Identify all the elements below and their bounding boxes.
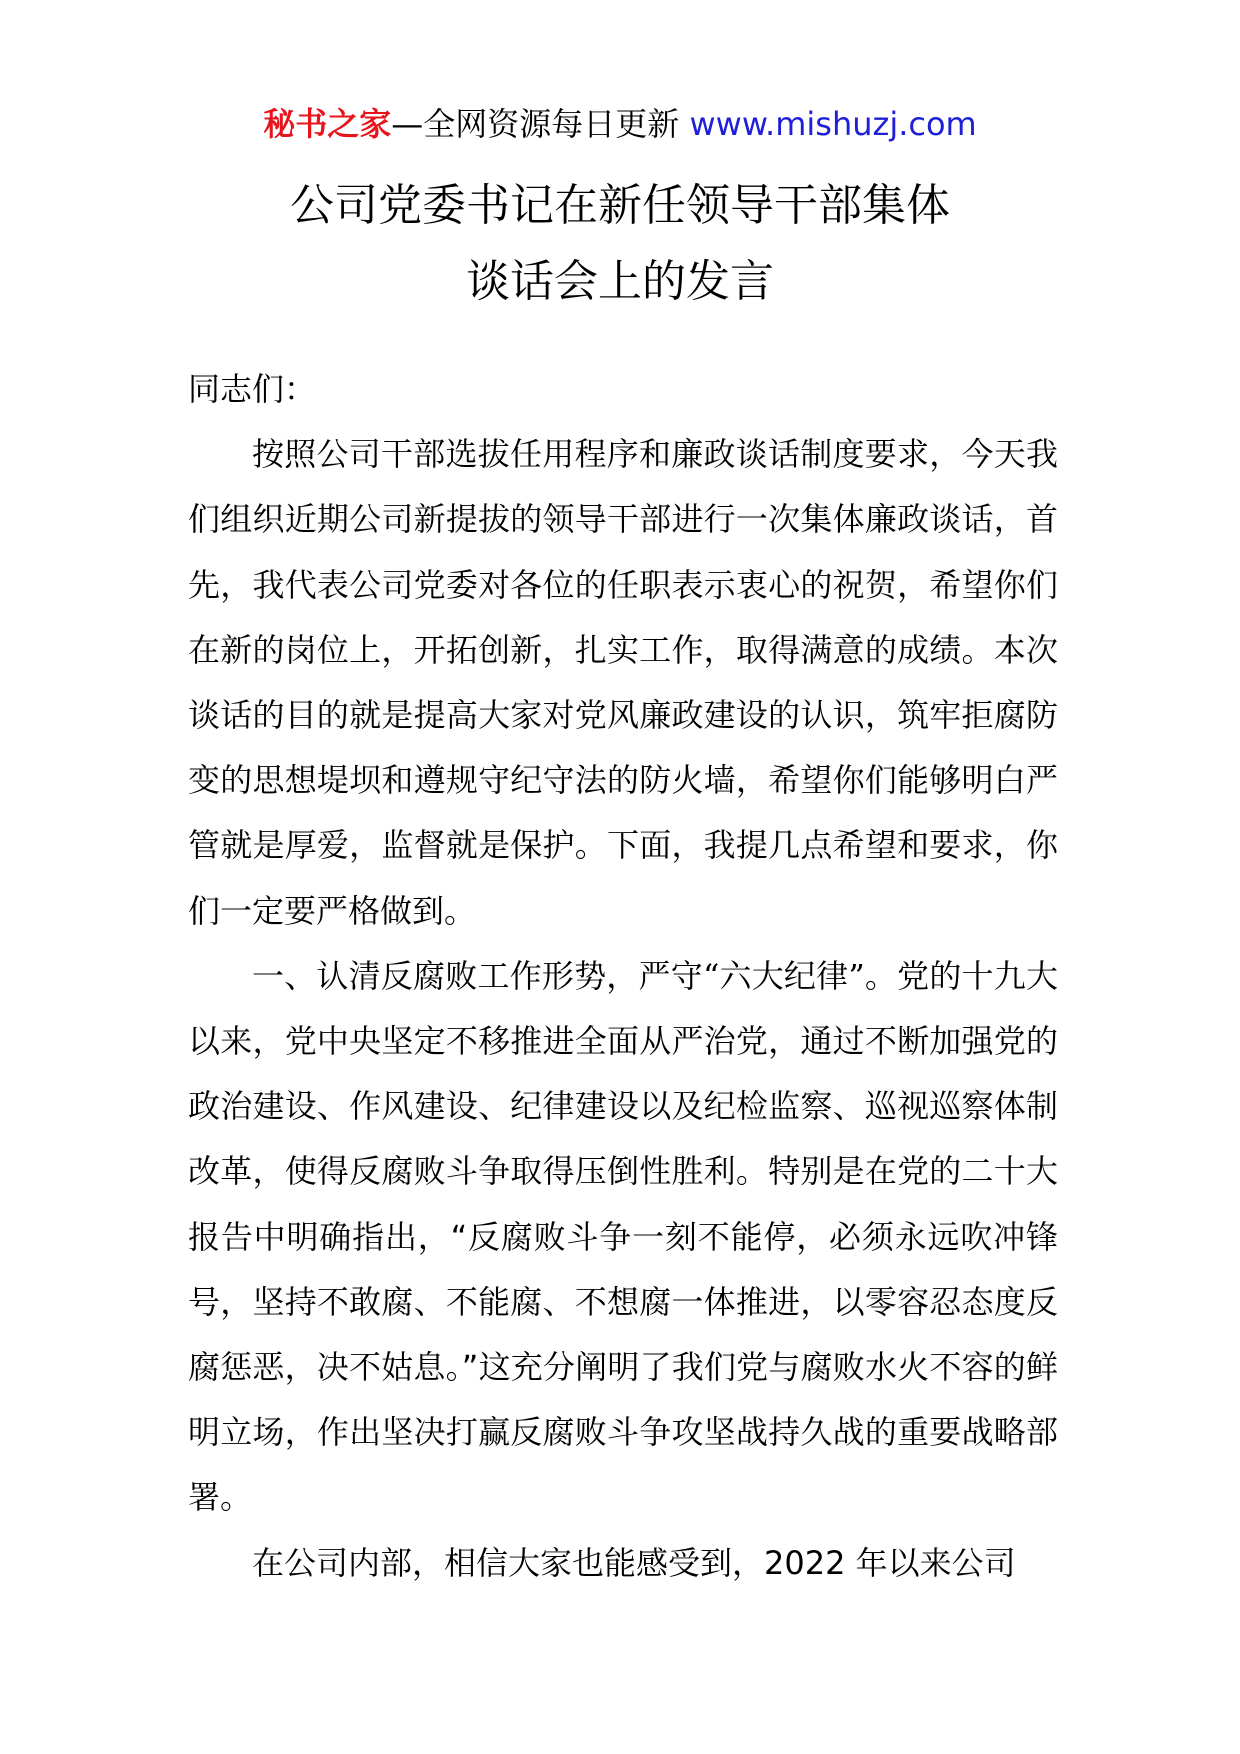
section-1-text: 党的十九大以来，党中央坚定不移推进全面从严治党，通过不断加强党的政治建设、作风建设、纪律建设以及纪检监察、巡视巡察体制改革，使得反腐败斗争取得压倒性胜利。特别是在党的二十大报告中明确指出，“反腐败斗争一刻不能停，必须永远吹冲锋号，坚持不敢腐、不能腐、不想腐一体推进，以零容忍态度反腐惩恶，决不姑息。”这充分阐明了我们党与腐败水火不容的鲜明立场，作出坚决打赢反腐败斗争攻坚战持久战的重要战略部署。: [188, 956, 1058, 1517]
site-url-link[interactable]: www.mishuzj.com: [689, 105, 977, 143]
site-tagline: —全网资源每日更新: [391, 105, 690, 143]
paragraph-intro: 按照公司干部选拔任用程序和廉政谈话制度要求，今天我们组织近期公司新提拔的领导干部进行一次集体廉政谈话，首先，我代表公司党委对各位的任职表示衷心的祝贺，希望你们在新的岗位上，开拓创新，扎实工作，取得满意的成绩。本次谈话的目的就是提高大家对党风廉政建设的认识，筑牢拒腐防变的思想堤坝和遵规守纪守法的防火墙，希望你们能够明白严管就是厚爱，监督就是保护。下面，我提几点希望和要求，你们一定要严格做到。: [188, 435, 1058, 930]
section-1-heading: 一、认清反腐败工作形势，严守“六大纪律”。: [252, 956, 898, 995]
site-header: [0, 100, 1240, 148]
document-title: [0, 168, 1240, 320]
site-brand: 秘书之家: [263, 105, 392, 143]
paragraph-section-1: [188, 944, 1058, 1531]
paragraph-company: 在公司内部，相信大家也能感受到，2022 年以来公司: [252, 1543, 1016, 1582]
document-title-line-2: 谈话会上的发言: [466, 256, 774, 307]
document-body: [188, 357, 1058, 1596]
document-title-line-1: 公司党委书记在新任领导干部集体: [290, 180, 950, 231]
salutation: 同志们：: [188, 370, 317, 408]
